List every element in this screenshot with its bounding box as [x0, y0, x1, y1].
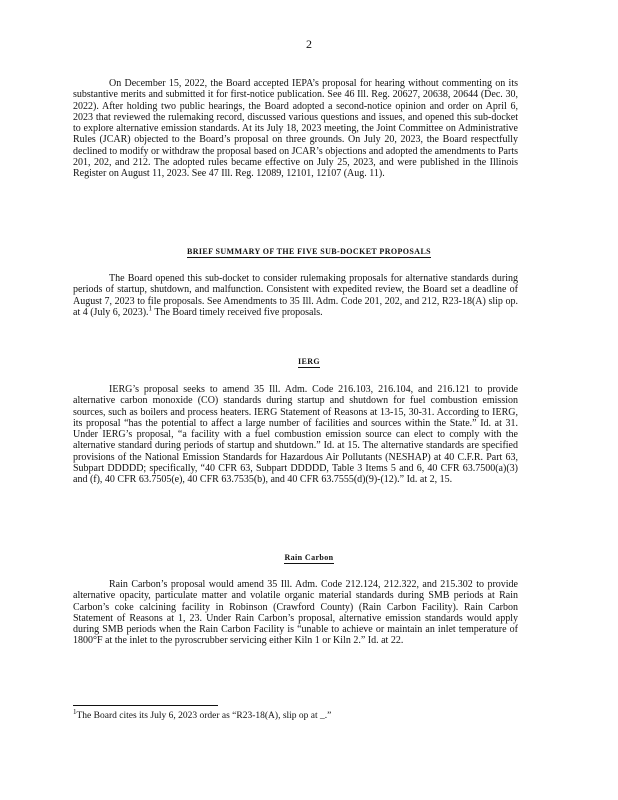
heading-ierg: IERG	[297, 357, 321, 366]
paragraph-rain-carbon-proposal: Rain Carbon’s proposal would amend 35 Ill. Adm. Code 212.124, 212.322, and 215.302 to provide alternative opacity, particulate matter and volatile organic material standards during SMB periods at Rain Carbon’s coke calcining facility in Robinson (Crawford County) (Rain Carbon Facility). Rain Carbon Statement of Reasons at 1, 23. Under Rain Carbon’s proposal, alternative emission standards would apply during SMB periods when the Rain Carbon Facility is “unable to achieve or maintain an inlet temperature of 1800°F at the inlet to the pyroscrubber servicing either Kiln 1 or Kiln 2.” Id. at 22.	[73, 579, 518, 647]
footnote-reference: 1	[148, 304, 153, 313]
footnote-marker: 1	[73, 707, 77, 716]
heading-rain-carbon: Rain Carbon	[284, 553, 334, 562]
paragraph-subdocket: The Board opened this sub-docket to consider rulemaking proposals for alternative standards during periods of startup, shutdown, and malfunction. Consistent with expedited review, the Board set a deadline of August 7, 2023 to file proposals. See Amendments to 35 Ill. Adm. Code 201, 202, and 212, R23-18(A) slip op. at 4 (July 6, 2023).$^1$ The Board timely received five proposals.	[73, 273, 518, 318]
heading-brief-summary: BRIEF SUMMARY OF THE FIVE SUB-DOCKET PROPOSALS	[186, 247, 432, 256]
page-number: 2	[306, 37, 312, 51]
footnote-divider	[73, 705, 218, 706]
paragraph-ierg-proposal: IERG’s proposal seeks to amend 35 Ill. Adm. Code 216.103, 216.104, and 216.121 to provide alternative carbon monoxide (CO) standards during startup and shutdown for fuel combustion emission sources, such as boilers and process heaters. IERG Statement of Reasons at 13-15, 30-31. According to IERG, its proposal “has the potential to affect a large number of facilities and sources within the State.” Id. at 31. Under IERG’s proposal, “a facility with a fuel combustion emission source can elect to comply with the alternative standard during periods of startup and shutdown.” Id. at 15. The alternative standards are specified provisions of the National Emission Standards for Hazardous Air Pollutants (NESHAP) at 40 C.F.R. Part 63, Subpart DDDDD; specifically, “40 CFR 63, Subpart DDDDD, Table 3 Items 5 and 6, 40 CFR 63.7500(a)(3) and (f), 40 CFR 63.7505(e), 40 CFR 63.7535(b), and 40 CFR 63.7555(d)(9)-(12).” Id. at 2, 15.	[73, 384, 518, 486]
footnote: $^1$The Board cites its July 6, 2023 order as “R23-18(A), slip op at _.”	[73, 707, 332, 721]
paragraph-board-history: On December 15, 2022, the Board accepted IEPA’s proposal for hearing without commenting on its substantive merits and submitted it for first-notice publication. See 46 Ill. Reg. 20627, 20638, 20644 (Dec. 30, 2022). After holding two public hearings, the Board adopted a second-notice opinion and order on April 6, 2023 that reviewed the rulemaking record, discussed various questions and issues, and opened this sub-docket to explore alternative emission standards. At its July 18, 2023 meeting, the Joint Committee on Administrative Rules (JCAR) objected to the Board’s proposal on three grounds. On July 20, 2023, the Board respectfully declined to modify or withdraw the proposal based on JCAR’s objections and adopted the amendments to Parts 201, 202, and 212. The adopted rules became effective on July 25, 2023, and were published in the Illinois Register on August 11, 2023. See 47 Ill. Reg. 12089, 12101, 12107 (Aug. 11).	[73, 78, 518, 180]
